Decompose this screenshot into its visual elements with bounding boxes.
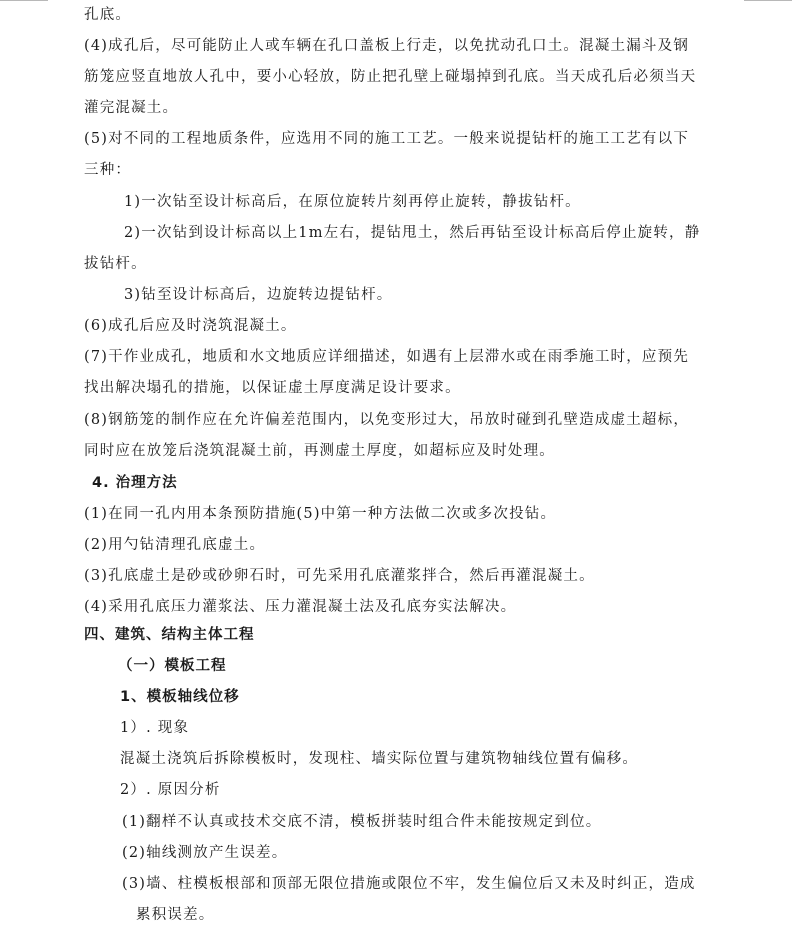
paragraph-line: (2)轴线测放产生误差。	[122, 845, 288, 861]
paragraph-line: (3)孔底虚土是砂或砂卵石时，可先采用孔底灌浆拌合，然后再灌混凝土。	[84, 568, 595, 584]
paragraph-line: 1）. 现象	[120, 720, 190, 736]
header-rule-right	[744, 0, 792, 1]
paragraph-line: (1)翻样不认真或技术交底不清，模板拼装时组合件未能按规定到位。	[122, 814, 602, 830]
subsection-heading: 1、模板轴线位移	[120, 689, 240, 705]
chapter-heading: 四、建筑、结构主体工程	[84, 627, 255, 643]
paragraph-line: (1)在同一孔内用本条预防措施(5)中第一种方法做二次或多次投钻。	[84, 506, 557, 522]
paragraph-line: 1)一次钻至设计标高后，在原位旋转片刻再停止旋转，静拔钻杆。	[124, 194, 581, 210]
paragraph-line: 筋笼应竖直地放人孔中，要小心轻放，防止把孔壁上碰塌掉到孔底。当天成孔后必须当天	[84, 69, 697, 85]
paragraph-line: 灌完混凝土。	[84, 100, 179, 116]
section-heading: 4. 治理方法	[92, 475, 178, 491]
paragraph-line: 混凝土浇筑后拆除模板时，发现柱、墙实际位置与建筑物轴线位置有偏移。	[120, 751, 639, 767]
paragraph-line: 3)钻至设计标高后，边旋转边提钻杆。	[124, 287, 393, 303]
paragraph-line: (8)钢筋笼的制作应在允许偏差范围内，以免变形过大，吊放时碰到孔壁造成虚土超标，	[84, 412, 690, 428]
paragraph-line: 找出解决塌孔的措施，以保证虚土厚度满足设计要求。	[84, 380, 461, 396]
header-rule-left	[0, 0, 48, 1]
paragraph-line: (3)墙、柱模板根部和顶部无限位措施或限位不牢，发生偏位后又未及时纠正，造成	[122, 876, 696, 892]
paragraph-line: 同时应在放笼后浇筑混凝土前，再测虚土厚度，如超标应及时处理。	[84, 443, 555, 459]
paragraph-line: (4)成孔后，尽可能防止人或车辆在孔口盖板上行走，以免扰动孔口土。混凝土漏斗及钢	[84, 38, 690, 54]
paragraph-line: 三种：	[84, 162, 132, 178]
paragraph-line: 孔底。	[84, 7, 132, 23]
paragraph-line: 累积误差。	[136, 907, 215, 923]
paragraph-line: (2)用勺钻清理孔底虚土。	[84, 537, 266, 553]
paragraph-line: 2）. 原因分析	[120, 782, 221, 798]
paragraph-line: 2)一次钻到设计标高以上1m左右，提钻甩土，然后再钻至设计标高后停止旋转，静	[124, 225, 701, 241]
paragraph-line: (4)采用孔底压力灌浆法、压力灌混凝土法及孔底夯实法解决。	[84, 599, 517, 615]
paragraph-line: (5)对不同的工程地质条件，应选用不同的施工工艺。一般来说提钻杆的施工工艺有以下	[84, 131, 690, 147]
paragraph-line: 拔钻杆。	[84, 256, 147, 272]
subchapter-heading: （一）模板工程	[118, 658, 227, 674]
paragraph-line: (6)成孔后应及时浇筑混凝土。	[84, 318, 297, 334]
paragraph-line: (7)干作业成孔，地质和水文地质应详细描述，如遇有上层滞水或在雨季施工时，应预先	[84, 349, 690, 365]
